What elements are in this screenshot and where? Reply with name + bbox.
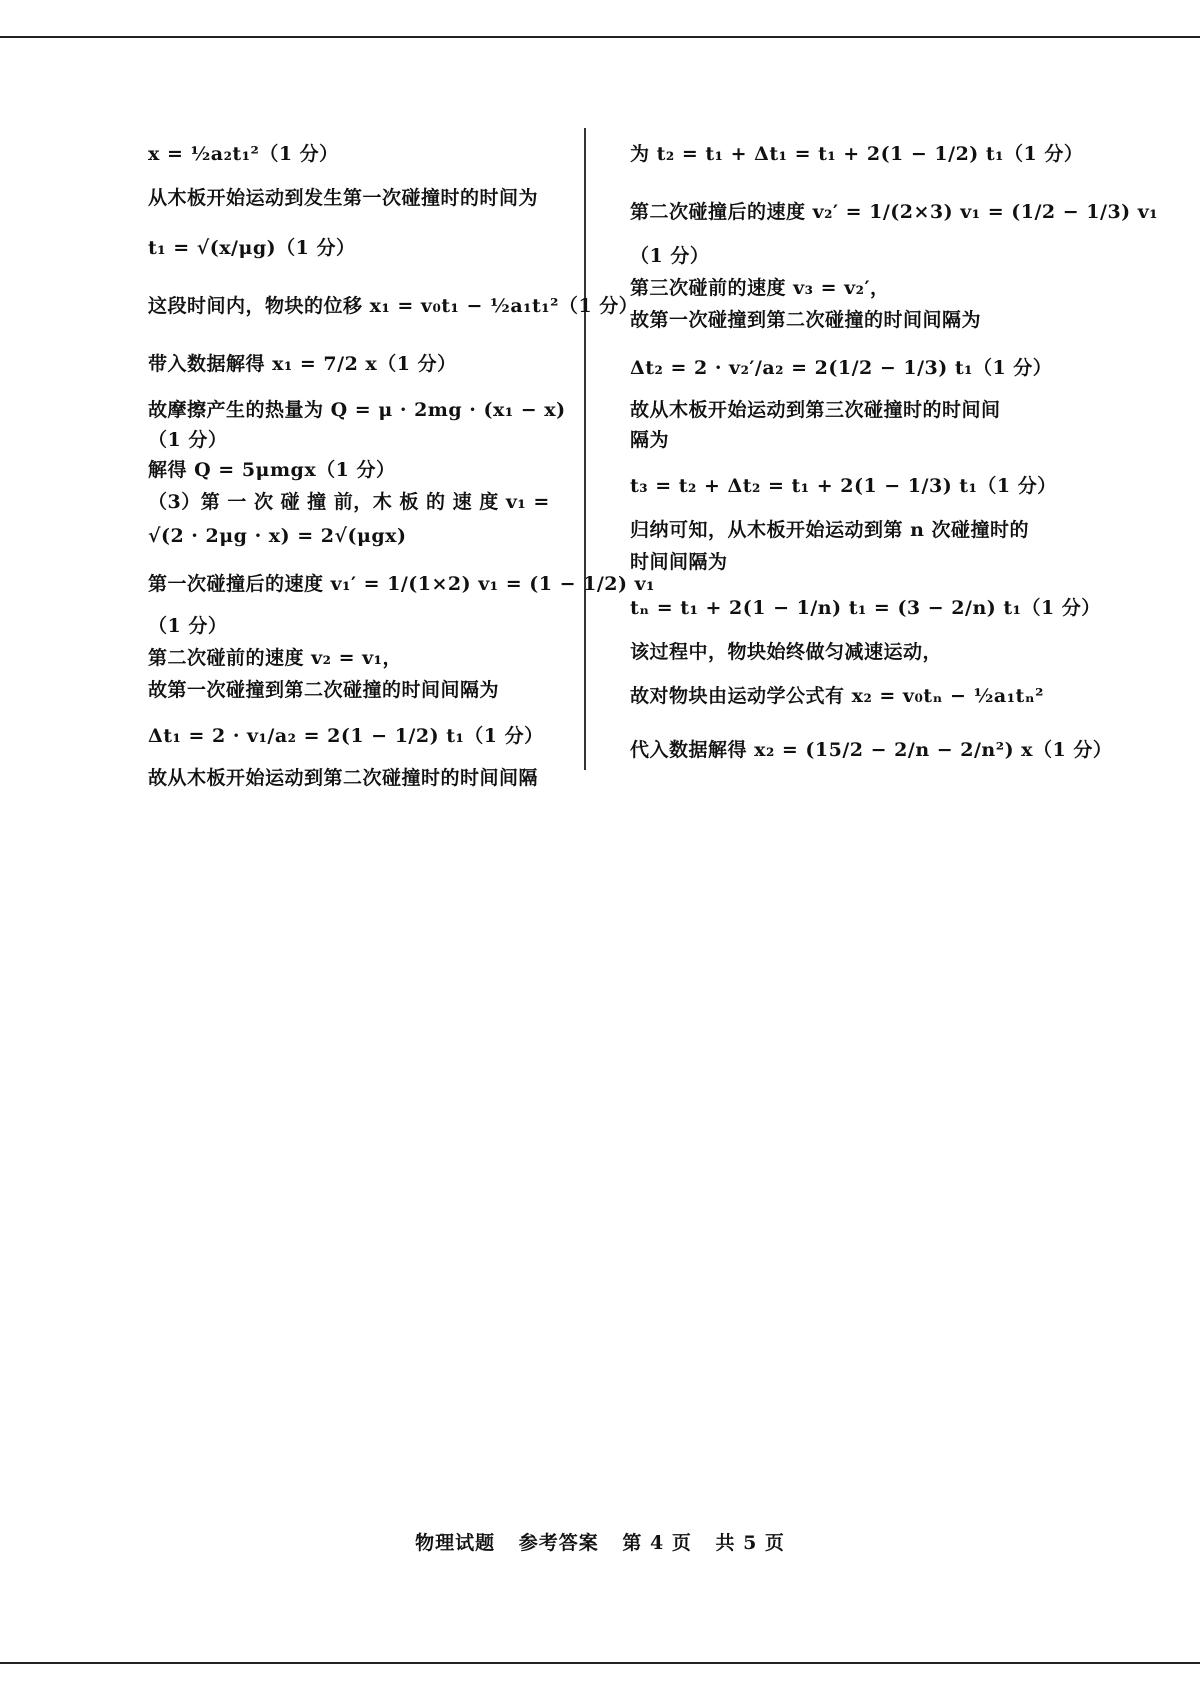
left-line-9: （3）第 一 次 碰 撞 前，木 板 的 速 度 v₁ = xyxy=(148,491,550,513)
right-line-1: 为 t₂ = t₁ + Δt₁ = t₁ + 2(1 − 1/2) t₁（1 分） xyxy=(630,143,1084,165)
right-line-4: 第三次碰前的速度 v₃ = v₂′， xyxy=(630,277,890,299)
footer-subject: 物理试题 xyxy=(415,1532,496,1554)
right-line-7: 故从木板开始运动到第三次碰撞时的时间间 xyxy=(630,399,1001,421)
left-line-15: Δt₁ = 2 · v₁/a₂ = 2(1 − 1/2) t₁（1 分） xyxy=(148,725,544,747)
right-line-14: 故对物块由运动学公式有 x₂ = v₀tₙ − ½a₁tₙ² xyxy=(630,685,1044,707)
left-line-3: t₁ = √(x/μg)（1 分） xyxy=(148,237,356,259)
left-line-14: 故第一次碰撞到第二次碰撞的时间间隔为 xyxy=(148,679,500,701)
left-line-13: 第二次碰前的速度 v₂ = v₁， xyxy=(148,647,402,669)
footer-section: 参考答案 xyxy=(518,1532,599,1554)
footer-page-number: 第 4 页 xyxy=(622,1532,692,1554)
right-line-12: tₙ = t₁ + 2(1 − 1/n) t₁ = (3 − 2/n) t₁（1 分） xyxy=(630,597,1101,619)
left-line-10: √(2 · 2μg · x) = 2√(μgx) xyxy=(148,525,407,547)
left-line-11: 第一次碰撞后的速度 v₁′ = 1/(1×2) v₁ = (1 − 1/2) v₁ xyxy=(148,573,655,595)
right-line-5: 故第一次碰撞到第二次碰撞的时间间隔为 xyxy=(630,309,982,331)
right-line-2: 第二次碰撞后的速度 v₂′ = 1/(2×3) v₁ = (1/2 − 1/3) v₁ xyxy=(630,201,1159,223)
left-line-2: 从木板开始运动到发生第一次碰撞时的时间为 xyxy=(148,187,539,209)
right-line-13: 该过程中，物块始终做匀减速运动， xyxy=(630,641,943,663)
right-line-3: （1 分） xyxy=(630,245,710,267)
page-footer xyxy=(0,1528,1200,1555)
left-line-7: （1 分） xyxy=(148,429,228,451)
right-line-11: 时间间隔为 xyxy=(630,551,728,573)
right-line-15: 代入数据解得 x₂ = (15/2 − 2/n − 2/n²) x（1 分） xyxy=(630,739,1113,761)
left-line-12: （1 分） xyxy=(148,615,228,637)
top-rule xyxy=(0,36,1200,38)
left-line-4: 这段时间内，物块的位移 x₁ = v₀t₁ − ½a₁t₁²（1 分） xyxy=(148,295,639,317)
left-line-6: 故摩擦产生的热量为 Q = μ · 2mg · (x₁ − x) xyxy=(148,399,566,421)
footer-page-total: 共 5 页 xyxy=(715,1532,785,1554)
right-line-6: Δt₂ = 2 · v₂′/a₂ = 2(1/2 − 1/3) t₁（1 分） xyxy=(630,357,1053,379)
left-line-1: x = ½a₂t₁²（1 分） xyxy=(148,143,339,165)
column-divider xyxy=(584,128,586,770)
left-line-5: 带入数据解得 x₁ = 7/2 x（1 分） xyxy=(148,353,457,375)
left-line-16: 故从木板开始运动到第二次碰撞时的时间间隔 xyxy=(148,767,539,789)
right-line-9: t₃ = t₂ + Δt₂ = t₁ + 2(1 − 1/3) t₁（1 分） xyxy=(630,475,1057,497)
bottom-rule xyxy=(0,1662,1200,1664)
left-line-8: 解得 Q = 5μmgx（1 分） xyxy=(148,459,396,481)
right-line-8: 隔为 xyxy=(630,429,670,451)
right-line-10: 归纳可知，从木板开始运动到第 n 次碰撞时的 xyxy=(630,519,1030,541)
